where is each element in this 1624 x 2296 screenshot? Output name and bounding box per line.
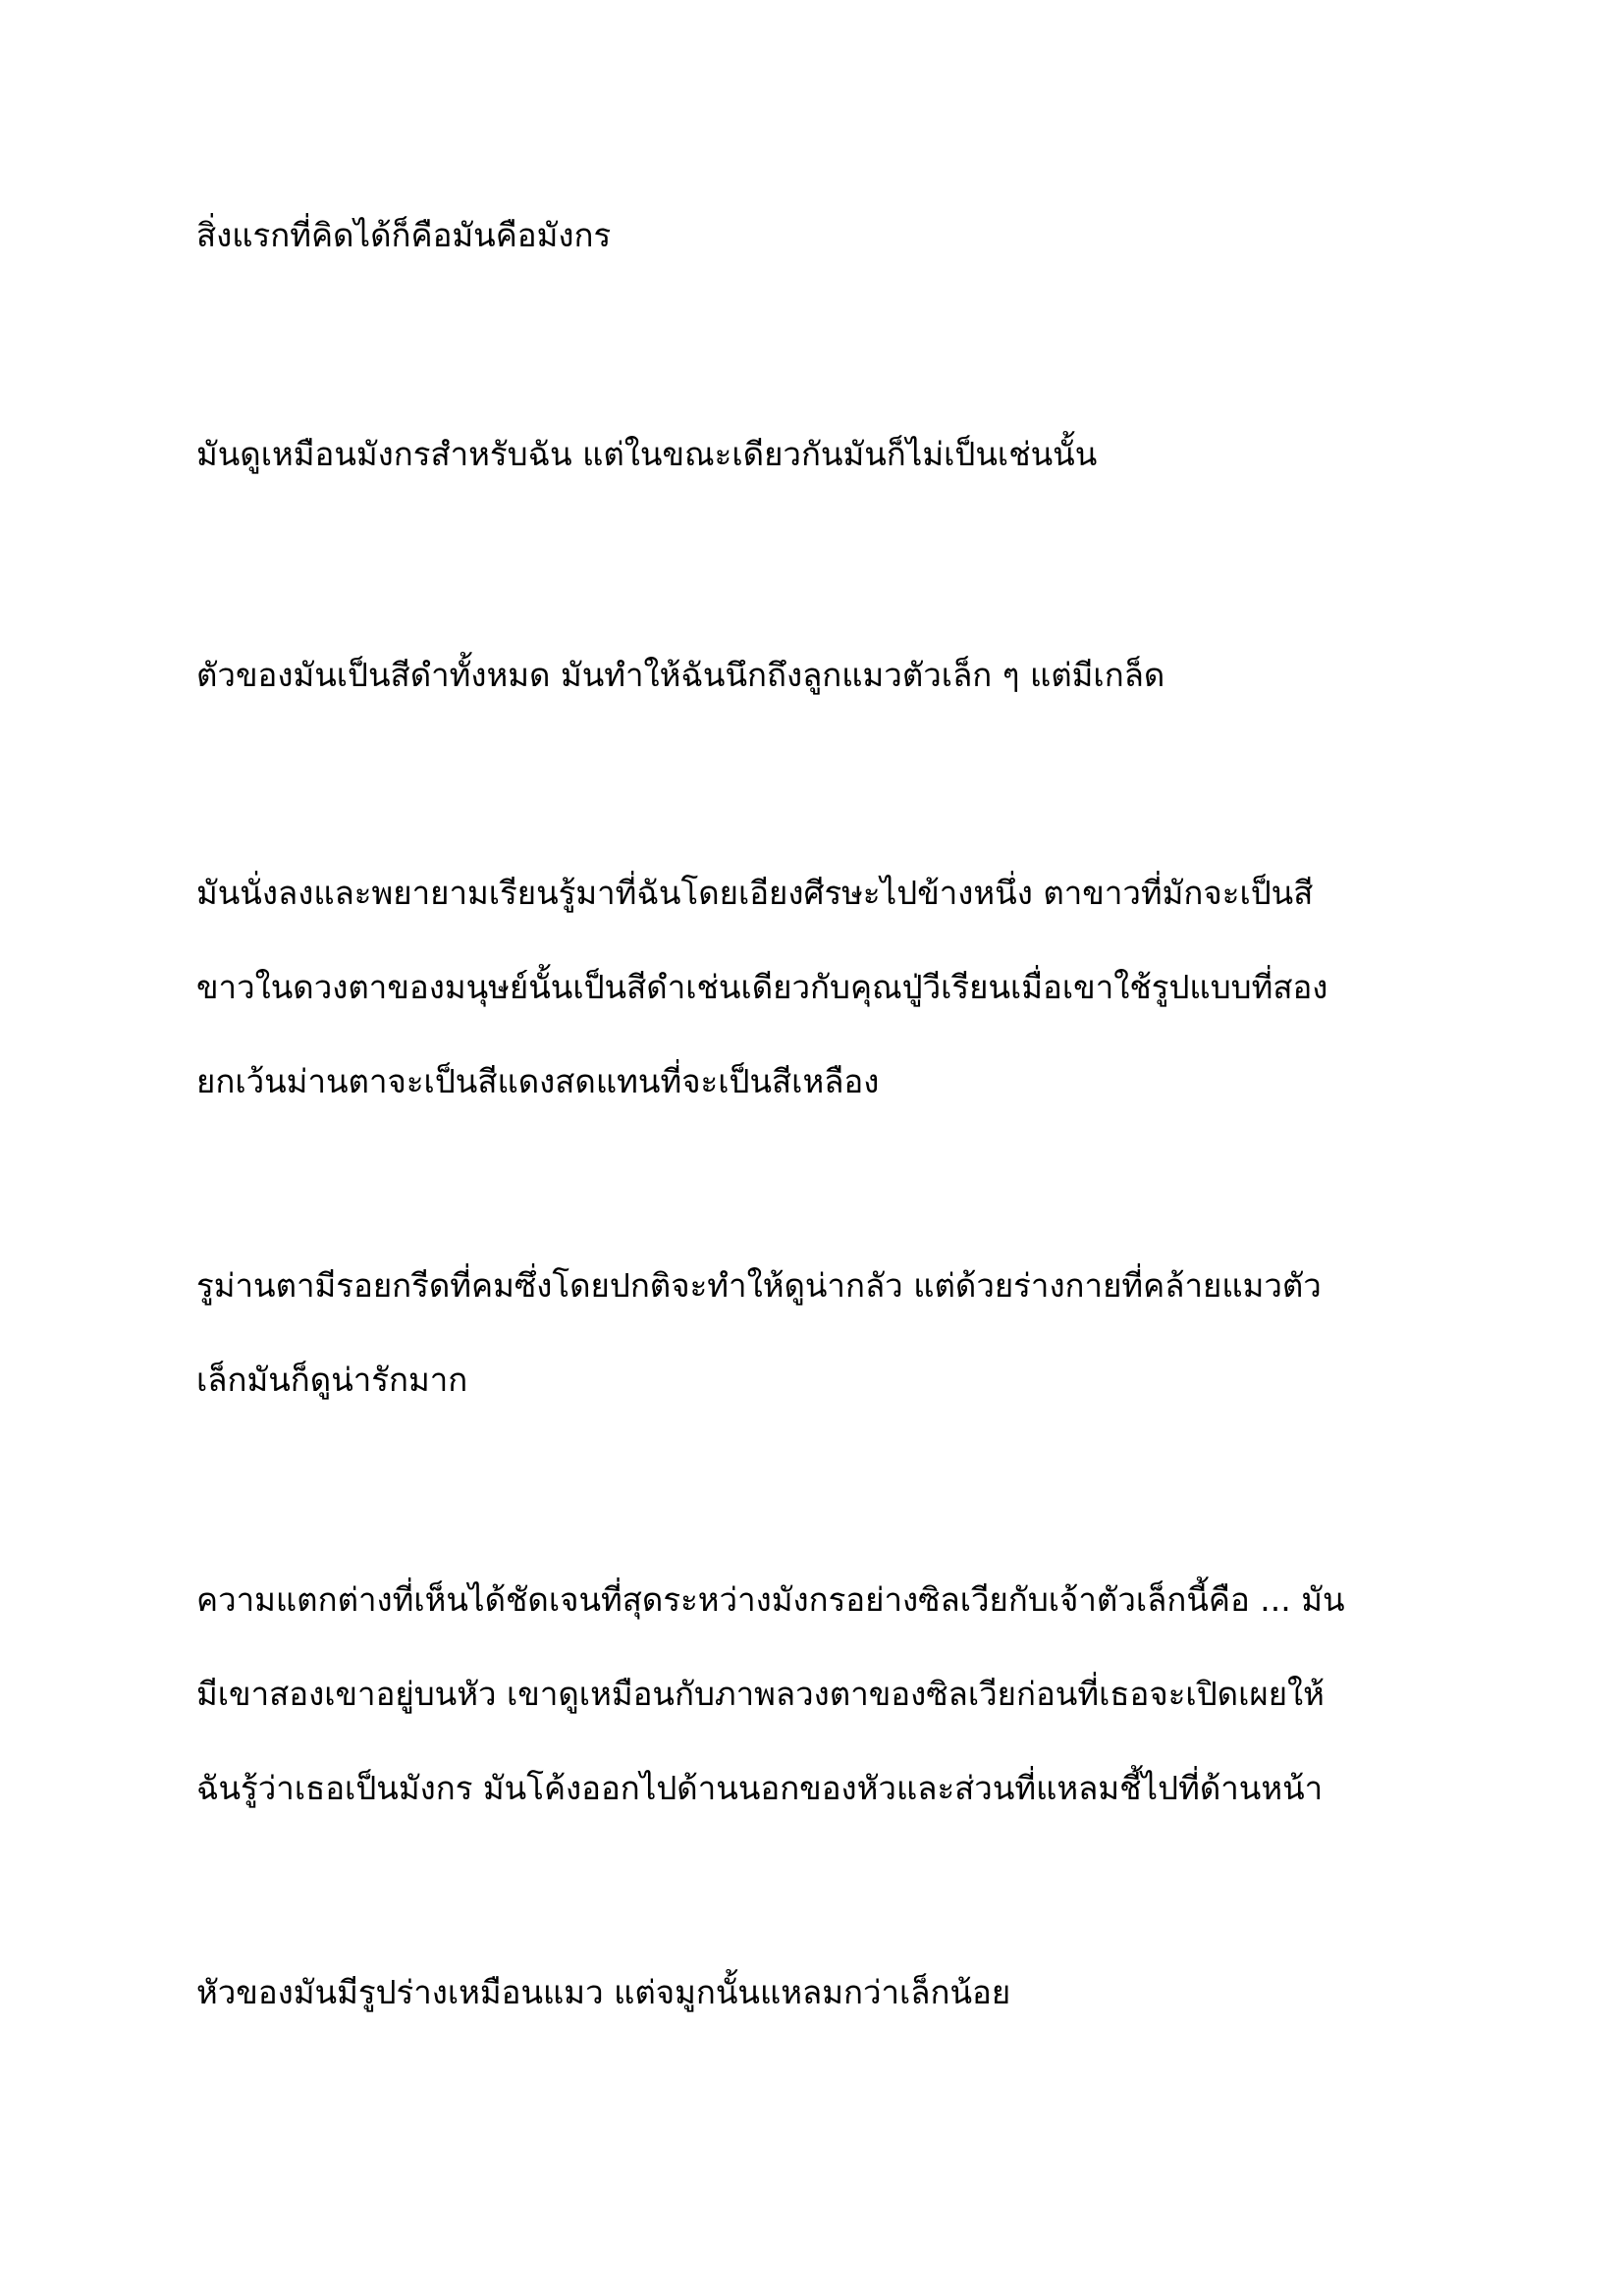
text-line: ฉันรู้ว่าเธอเป็นมังกร มันโค้งออกไปด้านนอกของหัวและส่วนที่แหลมชี้ไปที่ด้านหน้า — [196, 1769, 1324, 1807]
text-line: เล็กมันก็ดูน่ารักมาก — [196, 1361, 468, 1399]
text-line: ยกเว้นม่านตาจะเป็นสีแดงสดแทนที่จะเป็นสีเหลือง — [196, 1062, 880, 1100]
text-line: รูม่านตามีรอยกรีดที่คมซึ่งโดยปกติจะทำให้ดูน่ากลัว แต่ด้วยร่างกายที่คล้ายแมวตัว — [196, 1266, 1322, 1305]
paragraph-6 — [196, 1553, 1473, 1836]
text-line: มันดูเหมือนมังกรสำหรับฉัน แต่ในขณะเดียวกันมันก็ไม่เป็นเช่นนั้น — [196, 435, 1098, 473]
text-line: มีเขาสองเขาอยู่บนหัว เขาดูเหมือนกับภาพลวงตาของซิลเวียก่อนที่เธอจะเปิดเผยให้ — [196, 1675, 1325, 1713]
paragraph-1 — [196, 188, 1473, 283]
text-line: สิ่งแรกที่คิดได้ก็คือมันคือมังกร — [196, 216, 612, 254]
paragraph-5 — [196, 1239, 1473, 1427]
text-line: หัวของมันมีรูปร่างเหมือนแมว แต่จมูกนั้นแหลมกว่าเล็กน้อย — [196, 1973, 1011, 2011]
text-line: ความแตกต่างที่เห็นได้ชัดเจนที่สุดระหว่างมังกรอย่างซิลเวียกับเจ้าตัวเล็กนี้คือ ... มัน — [196, 1580, 1345, 1619]
paragraph-7 — [196, 1946, 1473, 2040]
text-line: ตัวของมันเป็นสีดำทั้งหมด มันทำให้ฉันนึกถึงลูกแมวตัวเล็ก ๆ แต่มีเกล็ด — [196, 656, 1165, 694]
paragraph-3 — [196, 628, 1473, 722]
paragraph-2 — [196, 407, 1473, 502]
text-line: ขาวในดวงตาของมนุษย์นั้นเป็นสีดำเช่นเดียวกับคุณปู่วีเรียนเมื่อเขาใช้รูปแบบที่สอง — [196, 968, 1328, 1006]
text-line: มันนั่งลงและพยายามเรียนรู้มาที่ฉันโดยเอียงศีรษะไปข้างหนึ่ง ตาขาวที่มักจะเป็นสี — [196, 874, 1314, 912]
paragraph-4 — [196, 846, 1473, 1129]
